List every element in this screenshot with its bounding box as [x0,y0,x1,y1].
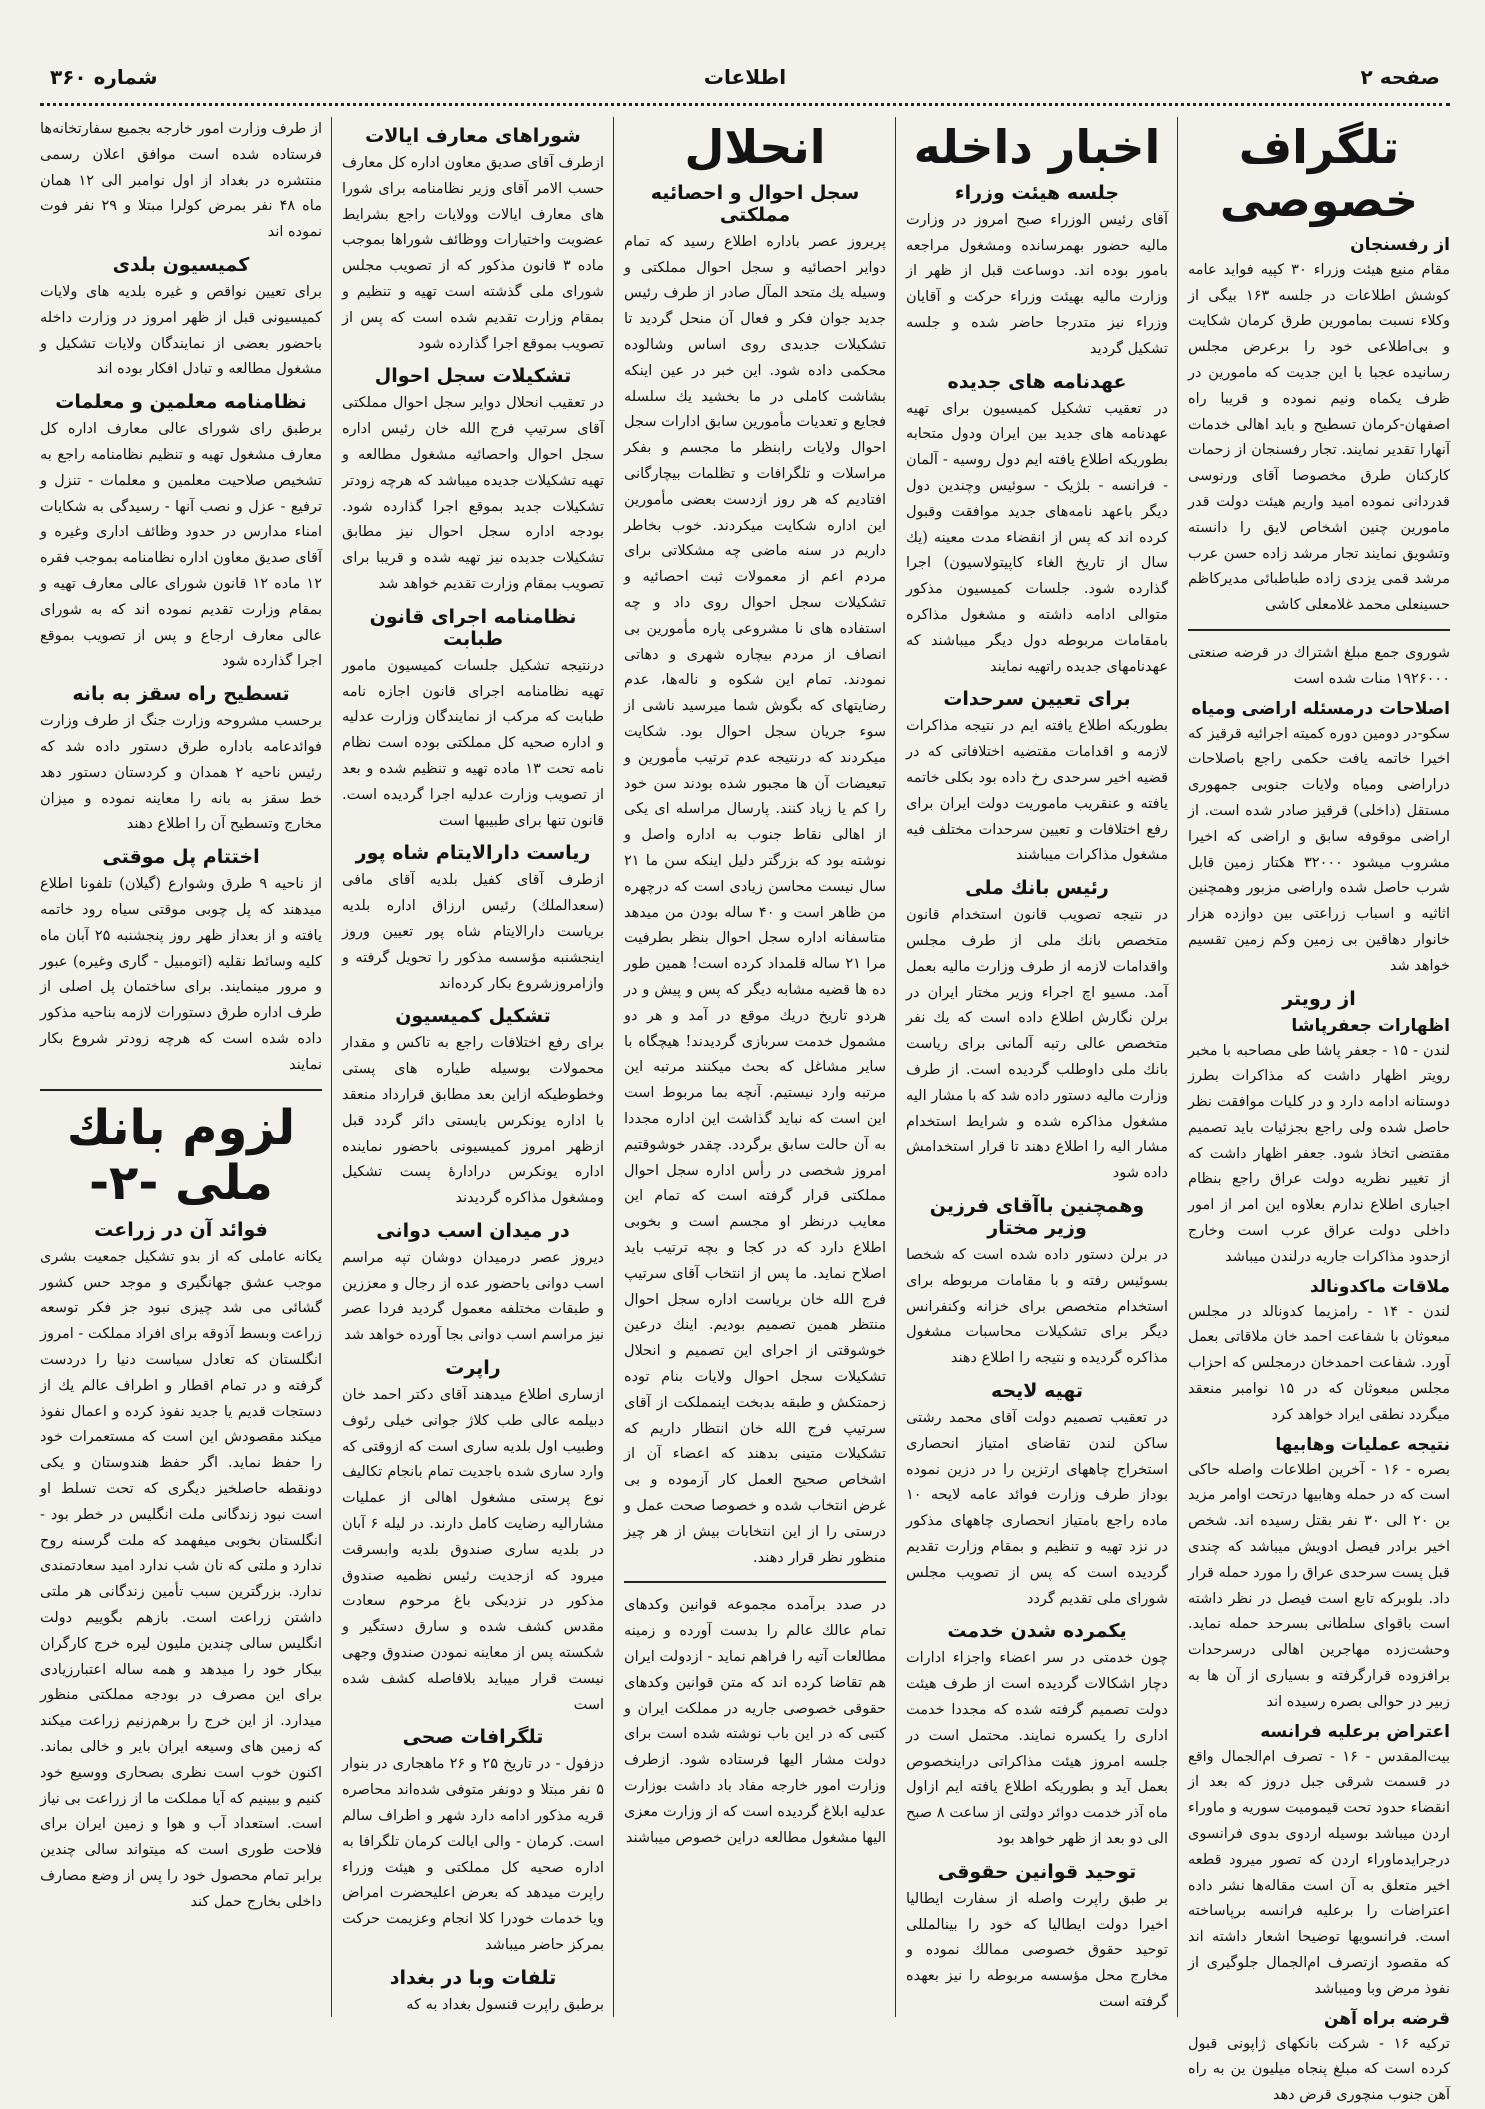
article-heading: اصلاحات درمسئله اراضی ومیاه [1191,698,1450,719]
column-dissolution [624,117,886,2022]
article-body: لندن - ۱۴ - رامزیما کدونالد در مجلس مبعوثان با شفاعت احمد خان ملاقاتی بعمل آورد. شفاعت احمدخان درمجلس که احزاب مجلس مبعوثان که در ۱۵ نوامبر منعقد میگردد نطقی ایراد خواهد کرد [1188,1303,1451,1423]
article-heading: یکمرده شدن خدمت [947,1620,1127,1643]
article-body: در نتیجه تصویب قانون استخدام قانون متخصص بانك ملی از طرف مجلس واقدامات لازمه از طرف وزارت مالیه بعمل آمد. مسیو اچ اجراء وزیر مختار ایران در برلن نگارش اطلاع داده است که یك نفر متخصص عالی رتبه آلمانی برای ریاست بانك ملی داوطلب گردیده است. از طرف وزارت مالیه دستور داده شد که با مشار الیه مشغول مذاکره شده و شرایط استخدام مشار الیه را اطلاع دهند تا قرار استخدامش داده شود [906,907,1168,1182]
column-rule [613,117,614,2017]
article-body: چون خدمتی در سر اعضاء واجزاء ادارات دچار اشکالات گردیده است از طرف هیئت دولت تصمیم گرفته شده که مجددا خدمت اداری را یکسره نمایند. محتمل است در جلسه امروز هیئت مذاکراتی دراینخصوص بعمل آید و بطوریکه اطلاع یافته ایم ازاول ماه آذر خدمت دوائر دولتی از ساعت ۸ صبح الی دو بعد از ظهر خواهد بود [906,1650,1168,1847]
article-heading: تشکیل کمیسیون [395,1005,551,1028]
article-body: از ناحیه ۹ طرق وشوارع (گیلان) تلفونا اطلاع میدهند که پل چوبی موقتی سیاه رود خاتمه یافته و از بعداز ظهر روز پنجشنبه ۲۵ آبان ماه کلیه وسائط نقلیه (اتومبیل - گاری وغیره) عبور و مرور مینمایند. برای ساختمان پل اصلی از طرف اداره طرق دستورات لازمه بناحیه مذکور داده شده است که هرچه زودتر شروع بکار نمایند [40,876,322,1073]
article-heading: تلفات وبا در بغداد [389,1966,557,1989]
article-heading: توحید قوانین حقوقی [937,1860,1137,1883]
article-body: دزفول - در تاریخ ۲۵ و ۲۶ ماهجاری در بنوار ۵ نفر مبتلا و دونفر متوفی شده‌اند محاصره قریه مذکور ادامه دارد شهر و اطراف سالم است. کرمان - والی ایالت کرمان تلگرافا به اداره صحیه کل مملکتی و هیئت وزراء راپرت میدهد که بعرض اعلیحضرت امراض ویا خدمات خودرا کلا انجام وعزیمت حرکت بمرکز حاضر میباشد [342,1756,604,1954]
article-heading: از رویتر [1282,987,1356,1010]
article-heading: تسطیح راه سقز به بانه [72,683,290,706]
article-heading: عهدنامه های جدیده [947,370,1127,393]
article-heading: تلگرافات صحی [402,1726,544,1749]
article-body: دیروز عصر درمیدان دوشان تپه مراسم اسب دوانی باحضور عده از رجال و معززین و طبقات مختلفه معمول گردید فردا عصر نیز مراسم اسب دوانی بجا آورده خواهد شد [342,1249,604,1344]
divider [624,1581,886,1583]
section-title: اخبار داخله [913,120,1161,174]
column-domestic-news [906,117,1168,2022]
article-body: سکو-در دومین دوره کمیته اجرائیه قرقیز که اخیرا خاتمه یافت حکمی راجع باصلاحات دراراضی ومیاه ولایات جنوبی جمهوری مستقل (داخلی) قرقیز صادر شده است. از اراضی موقوفه سابق و اراضی که اخیرا مشروب میشود ۳۲۰۰۰ هکتار زمین قابل شرب حاصل شده واراضی مزبور وهمچنین اثاثیه و اسباب زراعتی بین دوازده هزار خانوار دهاقین بی زمین وکم زمین تقسیم خواهد شد [1188,725,1450,974]
article-body: ازطرف آقای کفیل بلدیه آقای مافی (سعدالملك) رئیس ارزاق اداره بلدیه بریاست دارالایتام شاه پور تعیین وروز اینجشنبه مؤسسه مذکور را تحویل گرفته و وازامروزشروع بکار کرده‌اند [342,872,604,992]
article-body: بیت‌المقدس - ۱۶ - تصرف ام‌الجمال واقع در قسمت شرقی جبل دروز که بعد از انقضاء حدود تحت قیمومیت سوریه و ماوراء اردن میباشد بوسیله اردوی بدوی فرانسوی درجرایدماوراء اردن که تصور میرود قطعه اخیر متعلق به آن است مقاله‌ها نشر داده اعتراضات را برعلیه فرانسه برپاساخته است. فرانسویها توضیحا اشعار داشته اند که مقصود ازتصرف ام‌الجمال جلوگیری از نفوذ مرض وبا ومیباشد [1188,1748,1450,1997]
issue-number: شماره ۳۶۰ [50,65,158,89]
article-body: برای رفع اختلافات راجع به تاکس و مقدار محمولات بوسیله طیاره های پستی وخطوطیکه ازاین بعد مطابق قرارداد منعقد با اداره یونکرس بایستی دائر گردد قبل ازظهر امروز کمیسیونی باحضور نماینده اداره یونکرس درادارهٔ پست تشکیل ومشغول مذاکره گردیدند [342,1035,604,1207]
article-heading: نظامنامه معلمین و معلمات [55,391,307,414]
article-heading: راپرت [445,1357,501,1380]
article-heading: شوراهای معارف ایالات [365,125,581,147]
article-body: پریروز عصر باداره اطلاع رسید که تمام دوایر احصائیه و سجل احوال مملکتی و وسیله یك متحد المآل صادر از طرف رئیس جدید جوان فکر و فعال آن منحل گردید تا تشکیلات جدیدی روی اساس وشالوده محکمی داده شود. این خبر در عین اینکه بشاشت کاملی در ما بخشید یك سلسله فجایع و تعدیات مأمورین سابق ادارات سجل احوال ولایات رابنظر ما مجسم و بفکر مراسلات و تلگرافات و تظلمات بیچارگانی افتادیم که هر روز ازدست بعضی مأمورین این اداره شکایت میکردند. خوب بخاطر داریم در سنه ماضی چه مشکلاتی برای مردم اعم از معمولات ثبت احصائیه و تشکیلات سجل احوال روی داد و چه استفاده های نا مشروعی پاره مأمورین بی انصاف از مردم بیچاره شهری و دهاتی نمودند. تمام این شکوه و ناله‌ها، عدم رضایتهای که بگوش شما میرسید ناشی از سوء جریان سجل احوال بود. شکایت میکردند که درنتیجه عدم ترتیب مأمورین و تبعیضات آن ها مجبور شده بودند سن خود را کم یا زیاد کنند. پارسال مراسله ای یکی از اهالی نقاط جنوب به اداره واصل و نوشته بود که بزرگتر دلیل اینکه سن ما ۲۱ سال نیست محاسن زیادی است که درچهره من ظاهر است و ۴۰ ساله بودن من میدهد متاسفانه اداره سجل احوال بنظر بطرفیت مرا ۲۱ ساله قلمداد کرده است! همین طور ده ها قضیه مشابه دیگر که پس و پیش و در هردو تاریخ دریك موقع در آمد و هر دو مشمول خدمت سربازی گردیدند! هیچگاه با سایر مشاغل که بحث میکنند مرتبه این مرتبه وارد نیستیم. آنچه بما مربوط است این است که نباید گذاشت این اداره مجددا به آن حالت سابق برگردد. چقدر خوشوقتیم امروز شخصی در رأس اداره سجل احوال مملکتی قرار گرفته است که تمام این معایب درنظر او مجسم است و بخوبی اطلاع دارد که در کجا و بچه ترتیب باید اصلاح نماید. ما پس از انتخاب آقای سرتیپ فرج الله خان بریاست اداره سجل احوال منتظر همین تصمیم بودیم. اینك درعین خوشوقتی از اجرای این تصمیم و انحلال تشکیلات سجل احوال ولایات بنام توده زحمتکش و طبقه بدبخت اینمملکت از آقای سرتیپ فرج الله خان انتظار داریم که تشکیلات متینی بدهند که اعضاء آن از اشخاص صحیح العمل کار آزموده و بی غرض انتخاب شده و خصوصا صحت عمل و درستی را از این انتخابات بیش از هر چیز منظور نظر قرار دهند. [624,233,886,1566]
article-heading: اعتراض برعلیه فرانسه [1260,1721,1450,1742]
section-title: تلگراف خصوصی [1219,120,1419,227]
article-heading: تهیه لایحه [990,1379,1084,1402]
divider [1188,629,1450,631]
article-heading: برای تعیین سرحدات [943,688,1131,711]
article-body: در تعقیب تصمیم دولت آقای محمد رشتی ساکن لندن تقاضای امتیاز انحصاری استخراج چاههای ارتزین را در دزین نموده بوداز طرف وزارت فوائد عامه لایحه ۱۰ ماده راجع بامتیاز انحصاری چاههای مذکور در نزد تهیه و تنظیم و بمقام وزارت تقدیم گردیده است که پس از تصویب مجلس شورای ملی تقدیم گردد [906,1409,1168,1607]
article-heading: ملاقات ماکدونالد [1309,1276,1450,1297]
divider [40,1089,322,1091]
article-heading: در میدان اسب دوانی [376,1219,570,1242]
article-body: بر طبق راپرت واصله از سفارت ایطالیا اخیرا دولت ایطالیا که خود را بینالمللی توحید حقوق خصوصی ممالك نموده و مخارج محل مؤسسه مربوطه را نیز بعهده گرفته است [906,1890,1168,2010]
article-heading: اختتام پل موقتی [102,846,260,869]
article-heading: تشکیلات سجل احوال [374,365,572,388]
page-number: صفحه ۲ [1360,65,1440,89]
article-title: لزوم بانك ملی -۲- [66,1099,296,1211]
newspaper-page [40,55,1451,2104]
article-heading: سجل احوال و احصائیه مملکتی [650,181,860,226]
column-local-news [342,117,604,2022]
article-heading: نظامنامه اجرای قانون طبابت [369,605,577,650]
article-body: در برلن دستور داده شده است که شخصا بسوئیس رفته و با مقامات مربوطه برای استخدام متخصص برای خزانه وکنفرانس دیگر برای تشکیلات محاسبات مشغول مذاکره گردیده و نتیجه را اطلاع دهند [906,1246,1168,1367]
article-body: لندن - ۱۵ - جعفر پاشا طی مصاحبه با مخبر رویتر اظهار داشت که مذاکرات بطرز دوستانه ادامه دارد و در کلیات موافقت نظر حاصل شده ولی راجع بجزئیات باید تصمیم مقتضی اتخاذ شود. جعفر اظهار داشت که از تغییر نظریه دولت عراق راجع بنظام اجباری اطلاع ندارم بعلاوه این امر از امور داخلی دولت عراق عرب است وخارج ازحدود مذاکرات جاریه درلندن میباشد [1188,1042,1451,1265]
article-heading: از رفسنجان [1350,234,1450,255]
article-body: ازساری اطلاع میدهند آقای دکتر احمد خان دبیلمه عالی طب کلاژ جوانی خیلی رئوف وطبیب اول بلدیه ساری است که ازوقتی که وارد ساری شده باجدیت تمام بانجام تکالیف نوع پرستی مشغول اهالی از عملیات مشارالیه رضایت کامل دارند. در لیله ۶ آبان در بلدیه ساری صندوق بلدیه وابسرقت میرود که ازجدیت رئیس نظمیه صندوق مذکور در نزدیکی باغ مرحوم سعادت مقدس کشف شده و سارق دستگیر و شکسته پس از معاینه نمودن صندوق وجهی نیست قرار میباید بلافاصله کشف شده است [342,1387,604,1713]
column-misc [40,117,322,2022]
article-heading: اظهارات جعفرپاشا [1291,1015,1450,1036]
article-body: برای تعیین نواقص و غیره بلدیه های ولایات کمیسیونی قبل از ظهر امروز در وزارت داخله باحضور بعضی از نمایندگان ولایات تشکیل و مشغول مطالعه و تبادل افکار بوده اند [40,283,322,378]
column-rule [1177,117,1178,2017]
article-heading: کمیسیون بلدی [112,253,250,276]
article-body: یکانه عاملی که از بدو تشکیل جمعیت بشری موجب عشق جهانگیری و موجد حس کشور گشائی می شد چیزی نبود جز فکر توسعه زراعت وبسط آذوقه برای افراد مملکت - امروز انگلستان که تعادل سیاست دنیا را دردست گرفته و در تمام اقطار و اطراف عالم یك از دستجات قدیم یا جدید نفوذ کرده و اعمال نفوذ میکند مقصودش این است که مستعمرات خود را حفظ نماید. اگر حفظ هندوستان و یکی دونقطه حاصلخیز دیگری که تحت تسلط او است نبود زندگانی ملت انگلیس در خطر بود - انگلستان بخوبی میفهمد که ملت گرسنه روح ندارد و ملتی که نان شب ندارد امید سعادتمندی ندارد. بزرگترین سبب تأمین زندگانی هر ملتی داشتن زراعت است. بازهم بگوییم دولت انگلیس سالی چندین ملیون لیره خرج کارگران بیکار خود را میدهد و همه ساله اعتبارزیادی برای این مصرف در بودجه مملکتی منظور میدارد. از این خرج را برهم‌زنیم زراعت میکند که زمین های وسیعه ایران بایر و خالی بماند. اکنون خوب است نظری بصحاری ووسیع خود کنیم و ببینیم که آیا مملکت ما از زراعت بی نیاز است. استعداد آب و هوا و زمین ایران برای فلاحت طوری است که میتواند سالی چندین برابر تمام محصول خود را پس از وضع مصارف داخلی بخارج حمل کند [40,1248,322,1910]
article-body: برطبق راپرت قنسول بغداد به که [406,1996,604,2013]
article-heading: وهمچنین باآقای فرزین وزیر مختار [929,1194,1145,1239]
article-body: آقای رئیس الوزراء صبح امروز در وزارت مالیه حضور بهمرسانده ومشغول مراجعه بامور بوده اند. دوساعت قبل از ظهر از وزارت مالیه بهیئت وزراء حرکت و آقایان وزراء نیز متدرجا حاضر شده و جلسه تشکیل گردید [906,211,1168,357]
column-private-telegraph [1188,117,1451,2104]
article-body: از طرف وزارت امور خارجه بجمیع سفارتخانه‌ها فرستاده شده است موافق اعلان رسمی منتشره در بغداد از اول نوامبر الی ۱۲ همان ماه ۴۸ نفر بمرض کولرا مبتلا و ۲۹ نفر فوت نموده اند [40,121,322,241]
article-body: شوروی جمع مبلغ اشتراك در قرضه صنعتی ۱۹۲۶۰۰۰ منات شده است [1188,644,1450,687]
article-heading: قرضه براه آهن [1323,2008,1450,2029]
column-rule [895,117,896,2017]
article-body: ترکیه ۱۶ - شرکت بانکهای ژاپونی قبول کرده است که مبلغ پنجاه میلیون ین به راه آهن جنوب منچوری قرض دهد [1188,2035,1450,2104]
masthead [40,55,1450,95]
article-heading: ریاست دارالایتام شاه پور [355,842,591,865]
article-heading: جلسه هیئت وزراء [954,181,1120,204]
column-rule [331,117,332,2017]
article-body: بطوریکه اطلاع یافته ایم در نتیجه مذاکرات لازمه و اقدامات مقتضیه اختلافاتی که در قضیه اخیر سرحدی رخ داده بود بکلی خاتمه یافته و عنقریب ماموریت دولت ایران برای رفع اختلافات و تعیین سرحدات مختلف فیه مشغول مذاکرات میباشند [906,718,1168,864]
article-body: در صدد برآمده مجموعه قوانین وکدهای تمام عالك عالم را بدست آورده و زمینه مطالعات آتیه را فراهم نماید - ازدولت ایران هم تقاضا کرده اند که متن قوانین وکدهای حقوقی خصوصی جاریه در مملکت ایران و کتبی که در این باب نوشته شده است برای دولت مشار الیها فرستاده شود. ازطرف وزارت امور خارجه مفاد باد داشت بوزارت عدلیه ابلاغ گردیده است که از وزارت معزی الیها مشغول مطالعه دراین خصوص میباشند [624,1597,886,1846]
section-title: انحلال [684,120,826,174]
article-body: در تعقیب تشکیل کمیسیون برای تهیه عهدنامه های جدید بین ایران ودول متحابه بطوریکه اطلاع یافته ایم دول روسیه - آلمان - فرانسه - بلژیک - سوئیس وچندین دول دیگر باعهد نامه‌های جدید موافقت وقبول کرده اند که پس از انقضاء مدت معینه (یك سال از تاریخ الغاء کاپیتولاسیون) اجرا گذارده شود. جلسات کمیسیون مذکور متوالی ادامه داشته و مشغول مذاکره بامقامات مربوطه دول دیگر میباشند که عهدنامهای جدیده راتهیه نمایند [906,400,1168,675]
newspaper-name: اطلاعات [703,65,787,89]
masthead-divider [40,103,1450,106]
article-heading: رئیس بانك ملی [965,877,1109,900]
article-body: ازطرف آقای صدیق معاون اداره کل معارف حسب الامر آقای وزیر نظامنامه برای شورا های معارف ایالات وولایات راجع بشرایط عضویت واختیارات ووظائف شوراها بموجب ماده ۳ قانون مذکور که از تصویب مجلس شورای ملی گذشته است تهیه و تنظیم و بمقام وزارت تقدیم شده است که پس از تصویب بموقع اجرا گذارده شود [342,155,604,352]
article-body: برطبق رای شورای عالی معارف اداره کل معارف مشغول تهیه و تنظیم نظامنامه راجع به تشخیص صلاحیت معلمین و معلمات - تنزل و ترفیع - عزل و نصب آنها - رسیدگی به شکایات امناء مدارس در حدود وظائف اداری وغیره و آقای صدیق معاون اداره نظامنامه بموجب فقره ۱۲ ماده ۱۲ قانون شورای عالی معارف تهیه و بمقام وزارت تقدیم نموده اند که به شورای عالی معارف ارجاع و پس از تصویب بموقع اجرا گذارده شود [40,421,322,670]
article-body: درنتیجه تشکیل جلسات کمیسیون مامور تهیه نظامنامه اجرای قانون اجازه نامه طبابت که مرکب از نمایندگان وزارت عدلیه و اداره صحیه کل مملکتی بوده است نظام نامه تحت ۱۳ ماده تهیه و تنظیم شده و بعد از تصویب وزارت عدلیه اجرا گردیده است. قانون تنها برای طبیبها است [342,657,604,829]
article-body: بصره - ۱۶ - آخرین اطلاعات واصله حاکی است که در حمله وهابیها درتحت اوامر مزید بن ۲۰ الی ۳۰ نفر بقتل رسیده اند. شخص اخیر برادر فیصل ادویش میباشد که چندی قبل پست سرحدی عراق را مورد حمله قرار داد. بلوبرکه تابع است فیصل در نظر داشته است باقوای سلطانی بسرحد حمله نماید. وحشت‌زده مهاجرین اهالی درسرحدات برافزوده قرارگرفته و بسیاری از آن ها به زبیر در حوالی بصره رسیده اند [1188,1461,1451,1710]
article-body: مقام منیع هیئت وزراء ۳۰ کپیه فواید عامه کوشش اطلاعات در جلسه ۱۶۳ بیگی از وکلاء نسبت بمامورین طرق کرمان شکایت و بی‌اطلاعی خود را برعرض مجلس رسانیده عجبا با این جدیت که مامورین در ظرف یکماه ونیم نموده و قریبا راه اصفهان-کرمان تسطیح و باید اهالی خدمات آنهارا تقدیر نمایند. تجار رفسنجان از زحمات کارکنان طرق مخصوصا آقای ورنوسی قدردانی نموده امید واریم هیئت دولت قدر مامورین چنین اشخاص لایق را دانسته وتشویق نمایند تجار مرشد زاده حسن عرب مرشد قمی یزدی زاده طباطبائی مدیرکاظم حسینعلی محمد غلامعلی کاشی [1188,261,1450,614]
article-body: در تعقیب انحلال دوایر سجل احوال مملکتی آقای سرتیپ فرج الله خان رئیس اداره سجل احوال واحصائیه مشغول مطالعه و تهیه تشکیلات جدیده میباشد که هرچه زودتر تشکیلات جدید بموقع اجرا گذارده شود. بودجه اداره سجل احوال نیز مطابق تشکیلات جدیده نیز تهیه شده و قریبا برای تصویب بمقام وزارت تقدیم خواهد شد [342,395,604,592]
article-heading: نتیجه عملیات وهابیها [1275,1434,1450,1455]
article-heading: فوائد آن در زراعت [94,1218,268,1241]
article-body: برحسب مشروحه وزارت جنگ از طرف وزارت فوائدعامه باداره طرق دستور داده شد که رئیس ناحیه ۲ همدان و کردستان دستور دهد خط سقز به بانه را معاینه نموده و میزان مخارج وتسطیح آن را اطلاع دهند [40,713,322,833]
